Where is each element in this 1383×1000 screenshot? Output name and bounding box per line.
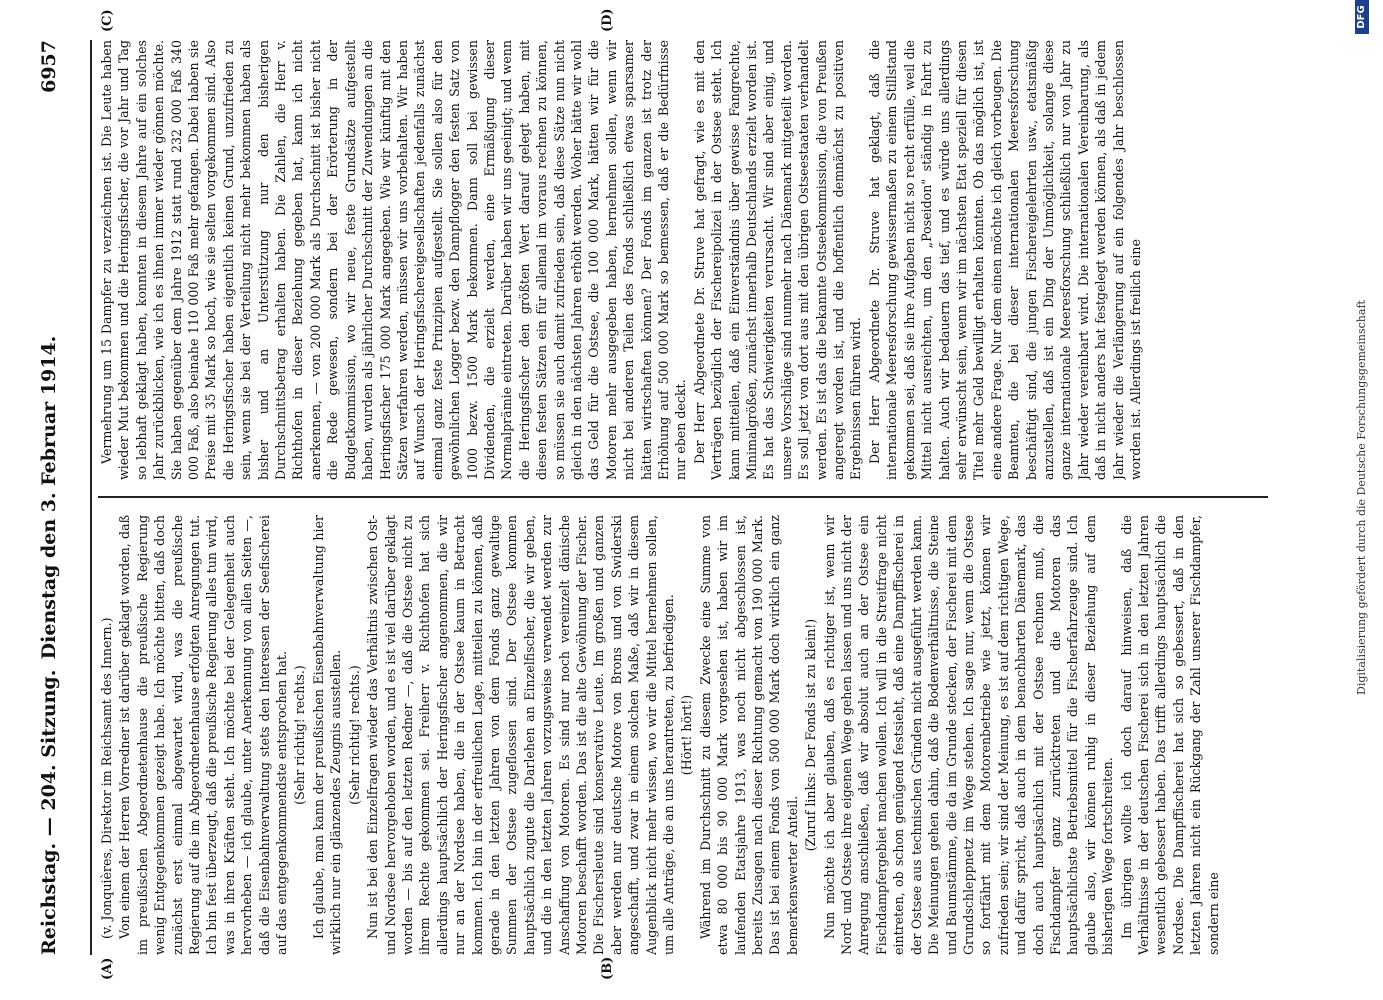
paragraph: (Hört! hört!) (679, 694, 695, 776)
header-date: Dienstag den 3. Februar 1914. (38, 335, 60, 660)
paragraph: Im übrigen wollte ich doch darauf hinweisen, daß die Verhältnisse in der deutschen Fischerei sich in den letzten Jahren wesentlich gebessert haben. Das trifft allerdings hauptsächlich die Nordsee. Die Dampffischerei hat sich so gebessert, daß in den letzten Jahren nicht ein Rückgang der Zahl unserer Fischdampfer, sondern eine (1118, 515, 1221, 955)
paragraph: Nun möchte ich aber glauben, daß es richtiger ist, wenn wir Nord- und Ostsee ihre eigenen Wege gehen lassen und uns nicht der Anregung anschließen, daß wir absolut auch an der Ostsee ein Fischdampfergebiet machen wollen. Ich will in die Streitfrage nicht eintreten, ob schon genügend festsieht, daß eine Dampffischerei in der Ostsee aus technischen Gründen nicht ausgeführt werden kann. Die Meinungen gehen dahin, daß die Bodenverhältnisse, die Steine und Baumstämme, die da im Grunde stecken, der Fischerei mit dem Grundschleppnetz im Wege stehen. Ich sage nur, wenn die Ostsee so fortfährt mit dem Motorenbetriebe wie jetzt, können wir zufrieden sein; wir sind der Meinung, es ist auf dem richtigen Wege, und dafür spricht, daß auch in dem benachbarten Dänemark, das doch auch hauptsächlich mit der Ostsee rechnen muß, die Fischdampfer ganz zurücktreten und die Motoren das hauptsächlichste Betriebsmittel für die Fischerfahrzeuge sind. Ich glaube also, wir können ruhig in dieser Beziehung auf dem bisherigen Wege fortschreiten. (821, 515, 1116, 955)
paragraph: Ich glaube, man kann der preußischen Eisenbahnverwaltung hier wirklich nur ein glänzendes Zeugnis ausstellen. (310, 515, 344, 955)
margin-marker-b: (B) (600, 956, 615, 980)
paragraph: (Sehr richtig! rechts.) (292, 665, 308, 805)
paragraph: Der Herr Abgeordnete Dr. Struve hat geklagt, daß die internationale Meeresforschung gewissermaßen zu einem Stillstand gekommen sei, daß sie ihre Aufgaben nicht so recht erfülle, weil die Mittel nicht ausreichten, um den „Poseidon" ständig in Fahrt zu halten. Auch wir bedauern das tief, und es würde uns allerdings sehr erwünscht sein, wenn wir im nächsten Etat speziell für diesen Titel mehr Geld bewilligt erhalten könnten. Ob das möglich ist, ist eine andere Frage. Nur dem einen möchte ich gleich vorbeugen. Die Beamten, die bei dieser internationalen Meeresforschung beschäftigt sind, die jungen Fischereigelehrten usw., etatsmäßig anzustellen, daß ist ein Ding der Unmöglichkeit, solange diese ganze internationale Meeresforschung schließlich nur von Jahr zu Jahr wieder vereinbart wird. Die internationalen Vereinbarung, als daß in nicht anders hat festgelegt werden können, als daß in jedem Jahr wieder die Verlängerung auf ein folgendes Jahr beschlossen worden ist. Allerdings ist freilich eine (866, 40, 1143, 480)
paragraph: Nun ist bei den Einzelfragen wieder das Verhältnis zwischen Ost- und Nordsee hervorgehoben worden, und es ist viel darüber geklagt worden — bis auf den letzten Redner —, daß die Ostsee nicht zu ihrem Rechte gekommen sei. Freiherr v. Richthofen hat sich allerdings hauptsächlich der Heringsfischer angenommen, die wir nur an der Nordsee haben, die in der Ostsee kaum in Betracht kommen. Ich bin in der erfreulichen Lage, mitteilen zu können, daß gerade in den letzten Jahren von dem Fonds ganz gewaltige Summen der Ostsee zugeflossen sind. Der Ostsee kommen hauptsächlich zugute die Darlehen an Einzelfischer, die wir geben, und die in den letzten Jahren vorzugsweise verwendet werden zur Anschaffung von Motoren. Es sind nur noch vereinzelt dänische Motoren beschafft worden. Das ist die alte Gewöhnung der Fischer. Die Fischersleute sind konservative Leute. Im großen und ganzen aber werden nur deutsche Motore von Brons und von Swiderski angeschafft, und zwar in einem solchen Maße, daß wir in diesem Augenblick nicht mehr wissen, wo wir die Mittel hernehmen sollen, um alle Anträge, die an uns herantreten, zu befriedigen. (365, 515, 676, 955)
paragraph: (v. Jonquières, Direktor im Reichsamt des Innern.) (99, 617, 114, 939)
paragraph: Vermehrung um 15 Dampfer zu verzeichnen ist. Die Leute haben wieder Mut bekommen und die Heringsfischer, die vor Jahr und Tag so lebhaft geklagt haben, konnten in diesem Jahre auf ein solches Jahr zurückblicken, wie ich es ihnen immer wieder gönnen möchte. Sie haben gegenüber dem Jahre 1912 statt rund 232 000 Faß 340 000 Faß, also beinahe 110 000 Faß mehr gefangen. Dabei haben sie Preise mit 35 Mark so hoch, wie sie selten vorgekommen sind. Also die Heringsfischer haben eigentlich keinen Grund, unzufrieden zu sein, wenn sie bei der Verteilung nicht mehr bekommen haben als bisher und an Unterstützung nur den bisherigen Durchschnittsbetrag erhalten haben. Die Zahlen, die Herr v. Richthofen in dieser Beziehung gegeben hat, kann ich nicht anerkennen, — von 200 000 Mark als Durchschnitt ist bisher nicht die Rede gewesen, sondern bei der Erörterung in der Budgetkommission, wo wir neue, feste Grundsätze aufgestellt haben, wurden als jährlicher Durchschnitt der Zuwendungen an die Heringsfischer 175 000 Mark angegeben. Wie wir künftig mit den Sätzen verfahren werden, müssen wir uns vorbehalten. Wir haben auf Wunsch der Heringsfischereigesellschaften jedenfalls zunächst einmal ganz feste Prinzipien aufgestellt. Sie sollen also für den gewöhnlichen Logger bezw. den Dampflogger den festen Satz von 1000 bezw. 1500 Mark bekommen. Dann soll bei gewissen Dividenden, die erzielt werden, eine Ermäßigung dieser Normalprämie eintreten. Darüber haben wir uns geeinigt; und wenn die Heringsfischer den größten Wert darauf gelegt haben, mit diesen festen Sätzen ein für allemal im voraus rechnen zu können, so müssen sie auch damit zufrieden sein, daß diese Sätze nun nicht gleich in den nächsten Jahren erhöht werden. Woher hätte wir wohl das Geld für die Ostsee, die 100 000 Mark, hätten wir für die Motoren mehr ausgegeben haben, hernehmen sollen, wenn wir nicht bei anderen Teilen des Fonds schließlich etwas sparsamer hätten wirtschaften können? Der Fonds im ganzen ist trotz der Erhöhung auf 500 000 Mark so bemessen, daß er die Bedürfnisse nur eben deckt. (99, 40, 689, 480)
right-text-column (98, 40, 1268, 480)
paragraph: Von einem der Herren Vorredner ist darüber geklagt worden, daß im preußischen Abgeordnetenhause die preußische Regierung wenig Entgegenkommen gezeigt habe. Ich möchte bitten, daß doch zunächst erst einmal abgewartet wird, was die preußische Regierung auf die im Abgeordnetenhause erfolgten Anregungen tut. Ich bin fest überzeugt, daß die preußische Regierung alles tun wird, was in ihren Kräften steht. Ich möchte bei der Gelegenheit auch hervorheben — ich glaube, unter Anerkennung von allen Seiten —, daß die Eisenbahnverwaltung stets den Interessen der Seefischerei auf das entgegenkommendste entsprochen hat. (117, 515, 290, 955)
paragraph: Während im Durchschnitt zu diesem Zwecke eine Summe von etwa 80 000 bis 90 000 Mark vorgesehen ist, haben wir im laufenden Etatsjahre 1913, was noch nicht abgeschlossen ist, bereits Zusagen nach dieser Richtung gemacht von 190 000 Mark. Das ist bei einem Fonds von 500 000 Mark doch wirklich ein ganz bemerkenswerter Anteil. (697, 515, 800, 955)
left-text-column (98, 515, 1268, 955)
margin-marker-a: (A) (100, 957, 115, 980)
paragraph: Der Herr Abgeordnete Dr. Struve hat gefragt, wie es mit den Verträgen bezüglich der Fischereipolizei in der Ostsee steht. Ich kann mitteilen, daß ein Einverständnis über gewisse Fangrechte, Minimalgrößen, zunächst innerhalb Deutschlands erzielt worden ist. Es hat das Schwierigkeiten verursacht. Wir sind aber einig, und unsere Vorschläge sind nunmehr nach Dänemark mitgeteilt worden. Es soll jetzt von dort aus mit den übrigen Ostseestaaten verhandelt werden. Es ist das die bekannte Ostseekommission, die von Preußen angeregt worden ist, und die hoffentlich demnächst zu positiven Ergebnissen führen wird. (691, 40, 864, 480)
margin-marker-c: (C) (100, 9, 115, 32)
paragraph: (Zuruf links: Der Fonds ist zu klein!) (803, 618, 819, 852)
margin-marker-d: (D) (600, 8, 615, 32)
header-left-title: Reichstag. — 204. Sitzung. (38, 669, 60, 955)
digitization-credit: Digitalisierung gefördert durch die Deutsche Forschungsgemeinschaft (1355, 300, 1368, 695)
paragraph: (Sehr richtig! rechts.) (346, 665, 362, 805)
running-header (28, 40, 92, 955)
dfg-logo: DFG (1355, 0, 1369, 34)
page-number: 6957 (38, 40, 60, 93)
column-divider (98, 496, 1268, 498)
